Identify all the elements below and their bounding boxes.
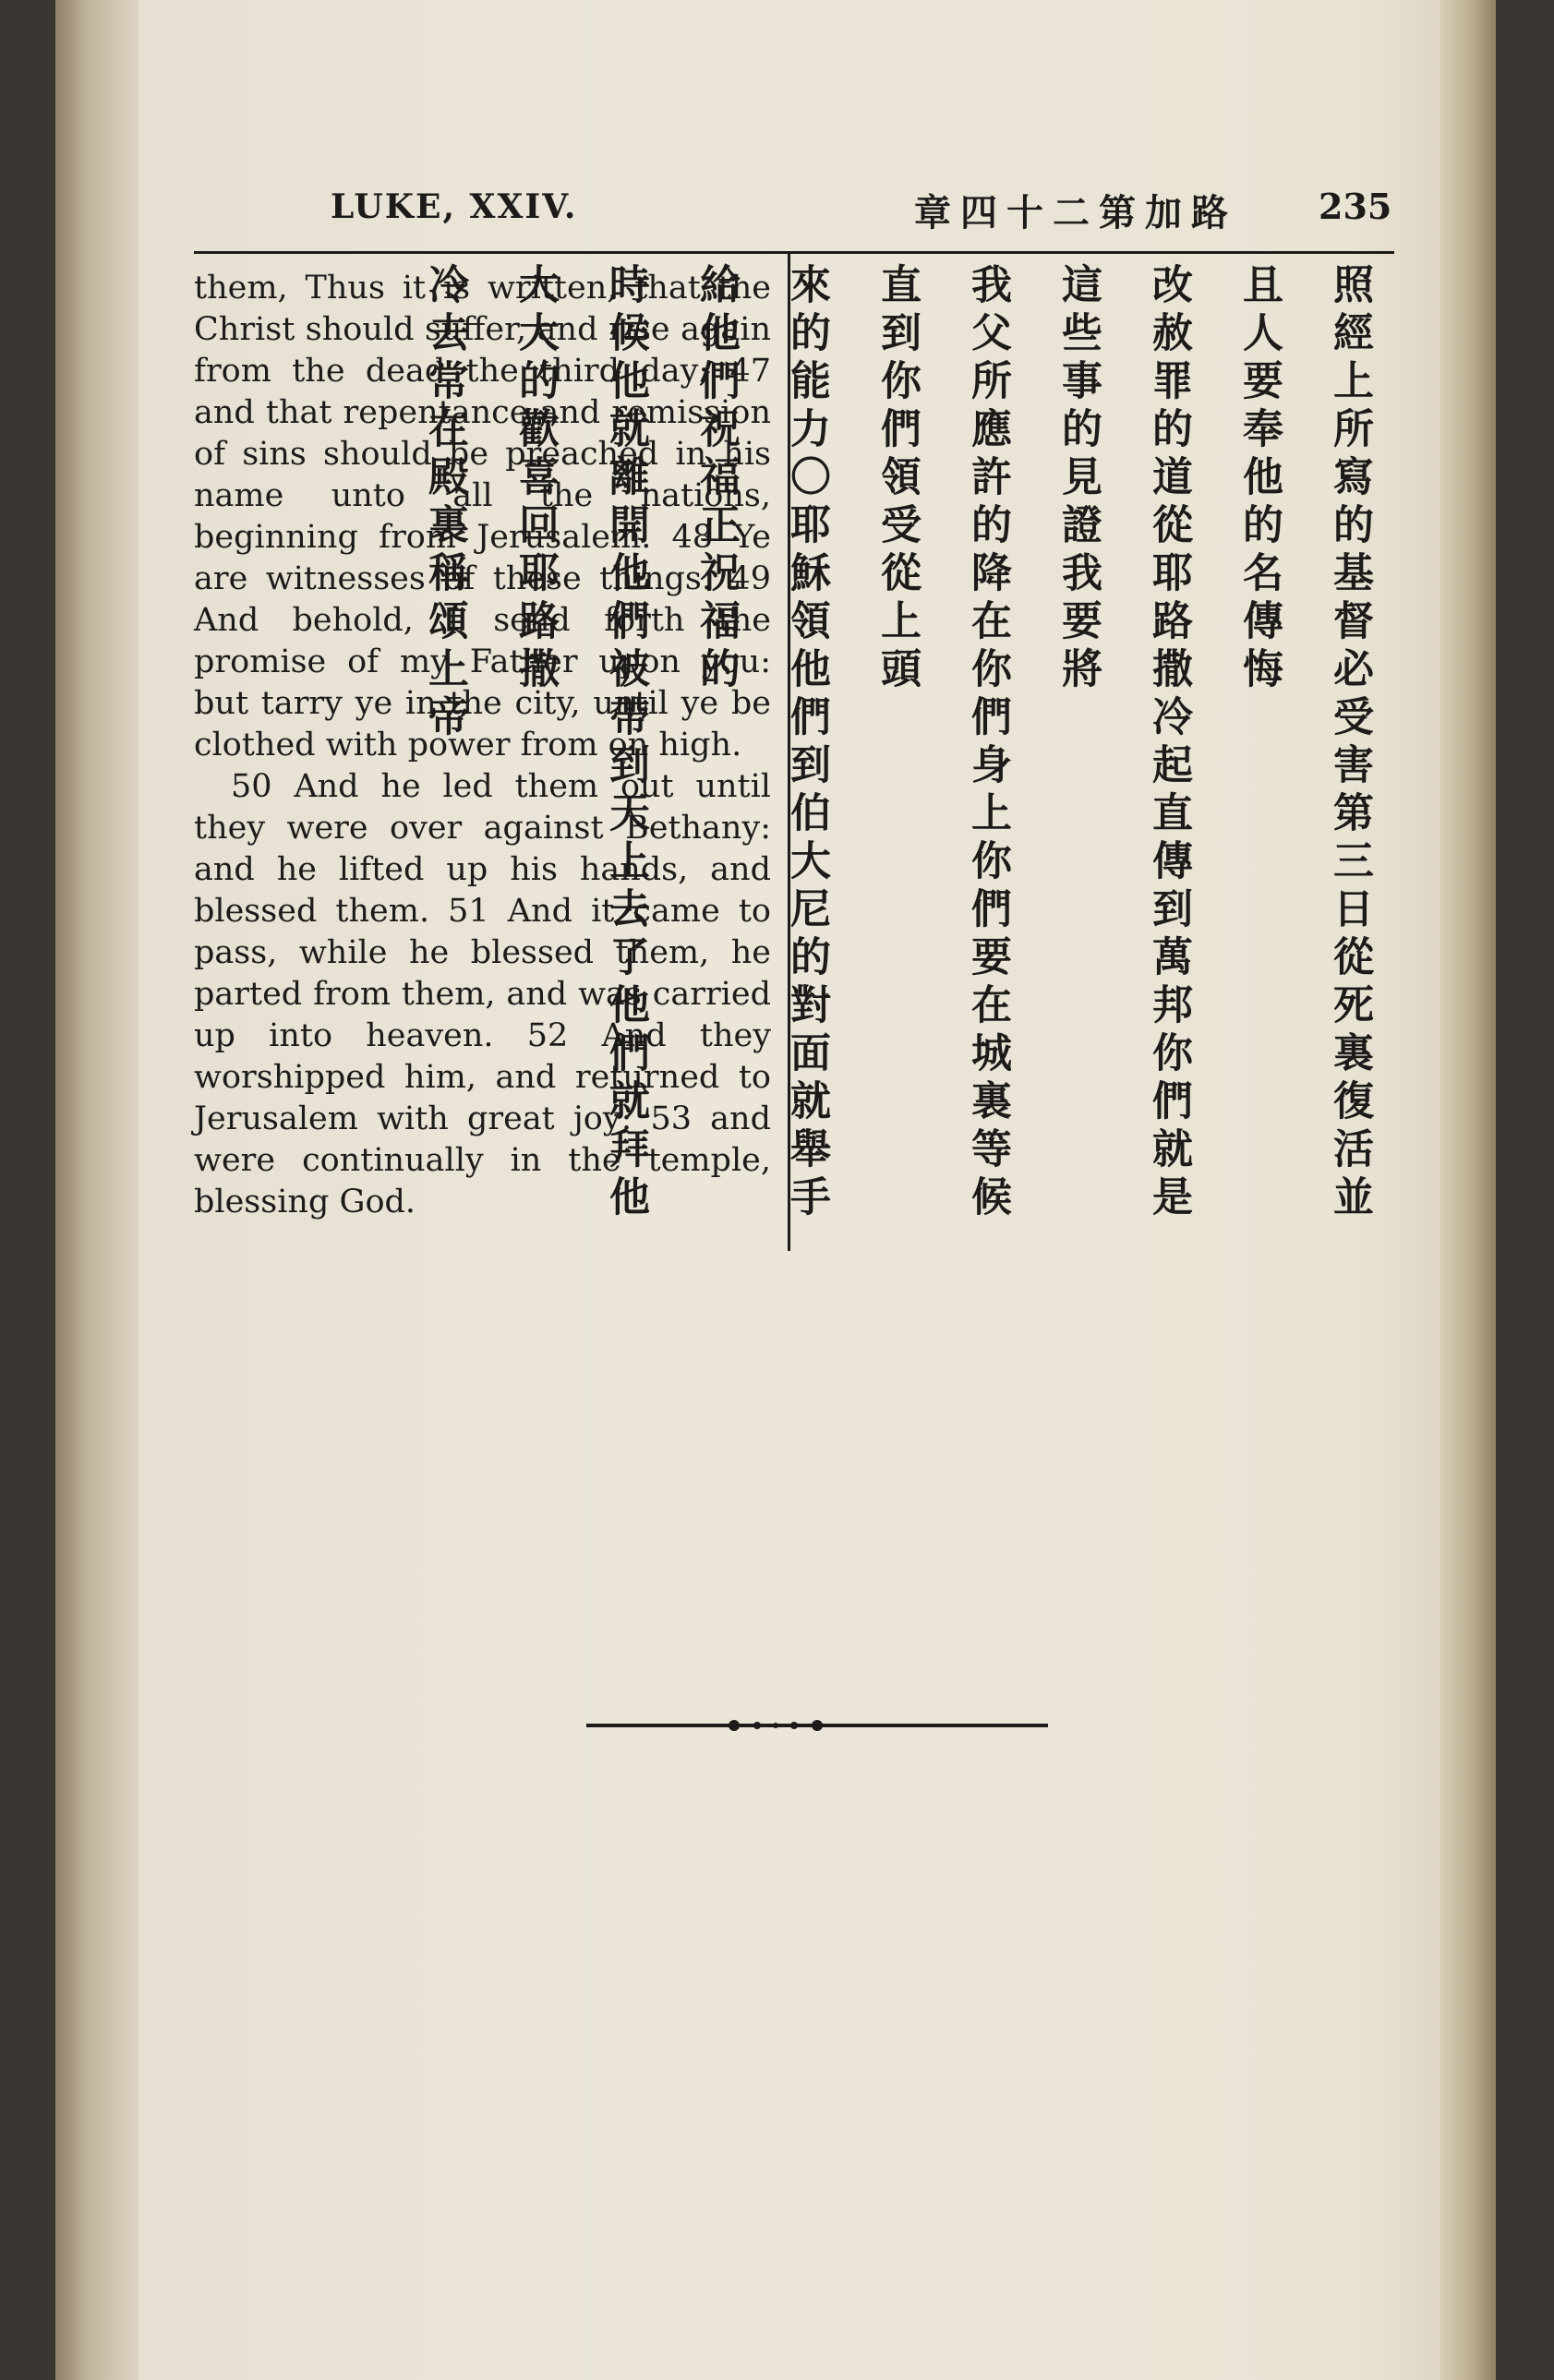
header-title-en: LUKE, XXIV. — [331, 187, 578, 226]
chinese-column-line: 冷去常在殿裏稱頌上帝 — [421, 263, 468, 743]
chinese-column-line: 我父所應許的降在你們身上你們要在城裏等候直到你們領受從上頭 — [873, 263, 1011, 1223]
book-spine — [55, 0, 139, 2380]
chinese-column-line: 照經上所寫的基督必受害第三日從死裏復活並且人要奉他的名傳悔 — [1235, 263, 1373, 1223]
page-header — [323, 180, 1394, 235]
page-number: 235 — [1319, 186, 1392, 227]
page-edge — [1440, 0, 1496, 2380]
header-rule — [194, 251, 1394, 254]
chinese-column-line: 時候他就離開他們被帶到天上去了他們就拜他大大的歡喜回耶路撒 — [512, 263, 649, 1223]
end-ornament — [586, 1719, 1048, 1732]
header-title-zh: 章四十二第加路 — [914, 191, 1237, 234]
chinese-column-line: 改赦罪的道從耶路撒冷起直傳到萬邦你們就是這些事的見證我要將 — [1054, 263, 1192, 1223]
chinese-column-line: 來的能力〇耶穌領他們到伯大尼的對面就舉手給他們祝福正祝福的 — [693, 263, 830, 1223]
book-page — [55, 0, 1496, 2380]
english-paragraph: them, Thus it is written, that the Christ should suffer, and rise again from the dead the third day; 47 and that repentance and remission of sins should be preached in his name unto all the nations, beginning from Jerusalem. 48 Ye are witnesses of these things. 49 And behold, I send forth the promise of my Father upon you: but tarry ye in the city, until ye be clothed with power from on high. — [194, 270, 771, 763]
english-paragraph: 50 And he led them out until they were over against Bethany: and he lifted up his hands, and blessed them. 51 And it came to pass, while he blessed them, he parted from them, and was carried up into heaven. 52 And they worshipped him, and returned to Jerusalem with great joy: 53 and were continually in the temple, blessing God. — [194, 768, 771, 1220]
